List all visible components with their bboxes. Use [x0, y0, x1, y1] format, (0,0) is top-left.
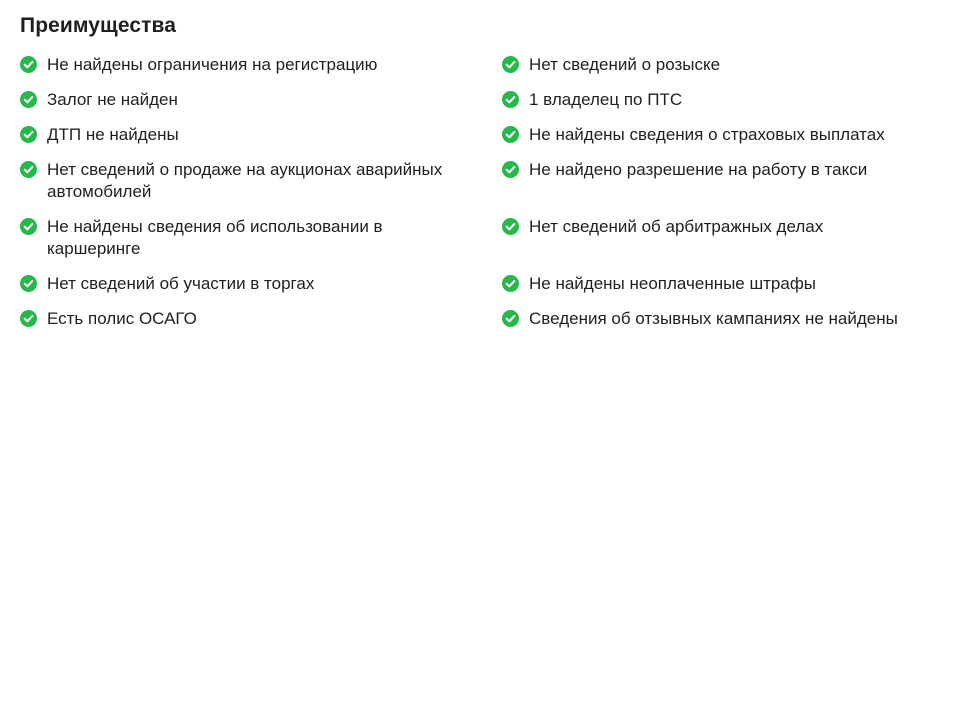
list-item — [20, 273, 502, 295]
list-item — [502, 89, 942, 111]
list-item-label: Не найдено разрешение на работу в такси — [529, 160, 868, 179]
list-item-label: Нет сведений о продаже на аукционах аварийных автомобилей — [47, 160, 443, 201]
section-title: Преимущества — [20, 14, 177, 37]
list-item-label: ДТП не найдены — [47, 125, 179, 144]
advantages-section — [0, 0, 960, 330]
check-circle-icon — [502, 126, 519, 143]
list-item — [20, 89, 502, 111]
list-item-label: Нет сведений об участии в торгах — [47, 274, 315, 293]
check-circle-icon — [20, 275, 37, 292]
list-item-label: Не найдены ограничения на регистрацию — [47, 55, 378, 74]
list-item — [502, 124, 942, 146]
list-item — [502, 54, 942, 76]
check-circle-icon — [502, 161, 519, 178]
list-item — [20, 159, 502, 203]
list-item-label: Не найдены сведения о страховых выплатах — [529, 125, 885, 144]
check-circle-icon — [502, 56, 519, 73]
list-item-label: Нет сведений о розыске — [529, 55, 721, 74]
check-circle-icon — [502, 310, 519, 327]
check-circle-icon — [502, 91, 519, 108]
check-circle-icon — [20, 310, 37, 327]
list-item — [20, 308, 502, 330]
check-circle-icon — [20, 126, 37, 143]
list-item-label: Залог не найден — [47, 90, 178, 109]
list-item — [20, 54, 502, 76]
list-item-label: Нет сведений об арбитражных делах — [529, 217, 824, 236]
list-item-label: Не найдены сведения об использовании в каршеринге — [47, 217, 383, 258]
check-circle-icon — [20, 91, 37, 108]
list-item — [20, 216, 502, 260]
check-circle-icon — [20, 56, 37, 73]
list-item — [20, 124, 502, 146]
list-item — [502, 159, 942, 203]
list-item-label: Сведения об отзывных кампаниях не найдены — [529, 309, 898, 328]
list-item — [502, 273, 942, 295]
check-circle-icon — [20, 218, 37, 235]
list-item — [502, 216, 942, 260]
check-circle-icon — [502, 218, 519, 235]
advantages-list — [20, 54, 940, 330]
check-circle-icon — [20, 161, 37, 178]
list-item — [502, 308, 942, 330]
check-circle-icon — [502, 275, 519, 292]
list-item-label: Не найдены неоплаченные штрафы — [529, 274, 817, 293]
list-item-label: 1 владелец по ПТС — [529, 90, 683, 109]
list-item-label: Есть полис ОСАГО — [47, 309, 197, 328]
